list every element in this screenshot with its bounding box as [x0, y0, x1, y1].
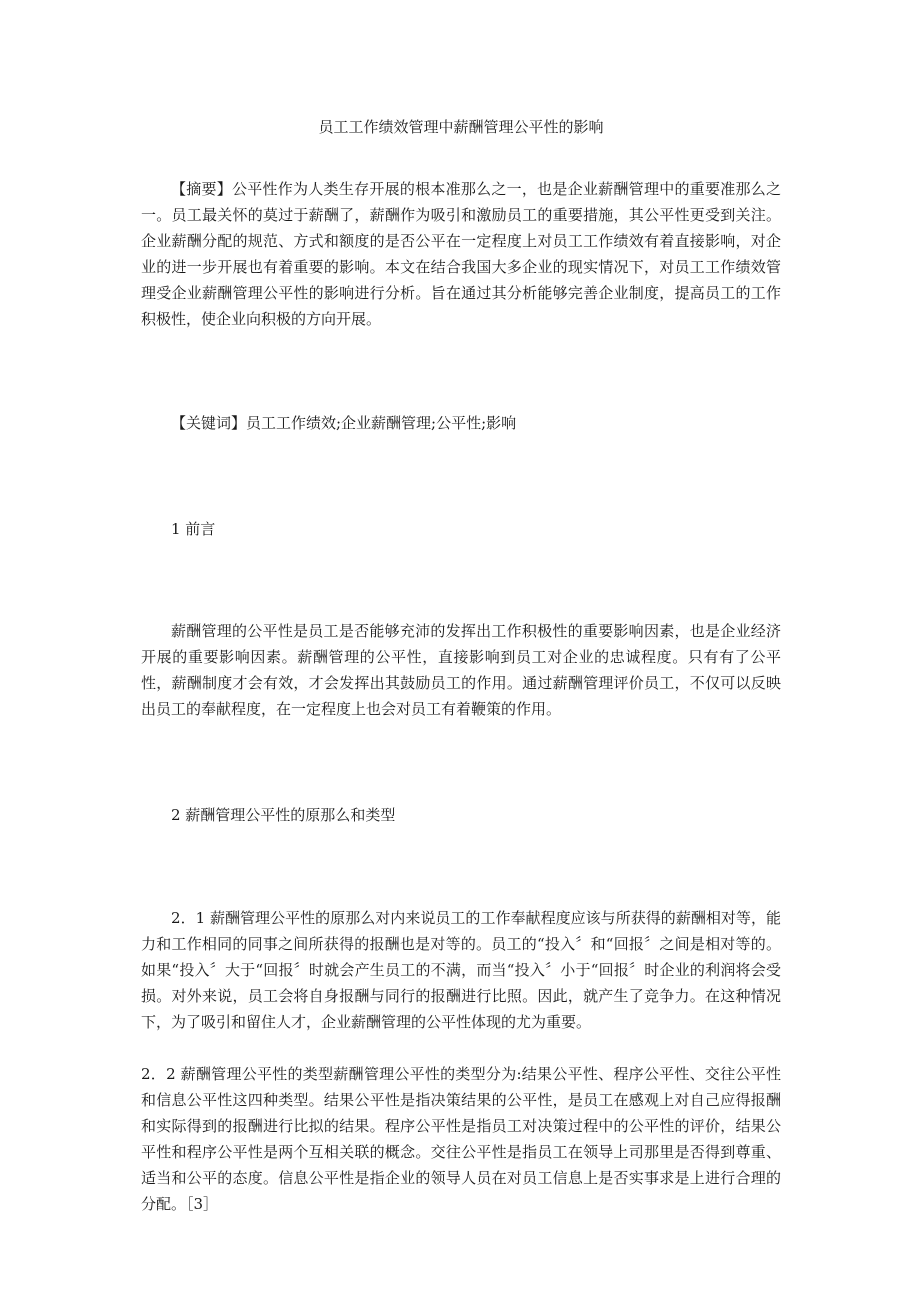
section-heading-principles: 2 薪酬管理公平性的原那么和类型: [171, 806, 396, 824]
intro-paragraph: 薪酬管理的公平性是员工是否能够充沛的发挥出工作积极性的重要影响因素，也是企业经济开展的重要影响因素。薪酬管理的公平性，直接影响到员工对企业的忠诚程度。只有有了公平性，薪酬制度才会有效，才会发挥出其鼓励员工的作用。通过薪酬管理评价员工，不仅可以反映出员工的奉献程度，在一定程度上也会对员工有着鞭策的作用。: [141, 622, 781, 718]
abstract-paragraph: 【摘要】公平性作为人类生存开展的根本准那么之一，也是企业薪酬管理中的重要准那么之一。员工最关怀的莫过于薪酬了，薪酬作为吸引和激励员工的重要措施，其公平性更受到关注。企业薪酬分配的规范、方式和额度的是否公平在一定程度上对员工工作绩效有着直接影响，对企业的进一步开展也有着重要的影响。本文在结合我国大多企业的现实情况下，对员工工作绩效管理受企业薪酬管理公平性的影响进行分析。旨在通过其分析能够完善企业制度，提高员工的工作积极性，使企业向积极的方向开展。: [141, 180, 781, 328]
section-heading-intro: 1 前言: [171, 520, 216, 538]
subsection-2-2-paragraph: 2．2 薪酬管理公平性的类型薪酬管理公平性的类型分为:结果公平性、程序公平性、交往公平性和信息公平性这四种类型。结果公平性是指决策结果的公平性，是员工在感观上对自己应得报酬和实际得到的报酬进行比拟的结果。程序公平性是指员工对决策过程中的公平性的评价，结果公平性和程序公平性是两个互相关联的概念。交往公平性是指员工在领导上司那里是否得到尊重、适当和公平的态度。信息公平性是指企业的领导人员在对员工信息上是否实事求是上进行合理的分配。［3］: [141, 1065, 781, 1213]
subsection-2-1-paragraph: 2．1 薪酬管理公平性的原那么对内来说员工的工作奉献程度应该与所获得的薪酬相对等，能力和工作相同的同事之间所获得的报酬也是对等的。员工的“投入〞和“回报〞之间是相对等的。如果“投入〞大于“回报〞时就会产生员工的不满，而当“投入〞小于“回报〞时企业的利润将会受损。对外来说，员工会将自身报酬与同行的报酬进行比照。因此，就产生了竞争力。在这种情况下，为了吸引和留住人才，企业薪酬管理的公平性体现的尤为重要。: [141, 909, 781, 1031]
keywords-paragraph: 【关键词】员工工作绩效;企业薪酬管理;公平性;影响: [171, 414, 517, 432]
document-title: 员工工作绩效管理中薪酬管理公平性的影响: [318, 118, 604, 136]
